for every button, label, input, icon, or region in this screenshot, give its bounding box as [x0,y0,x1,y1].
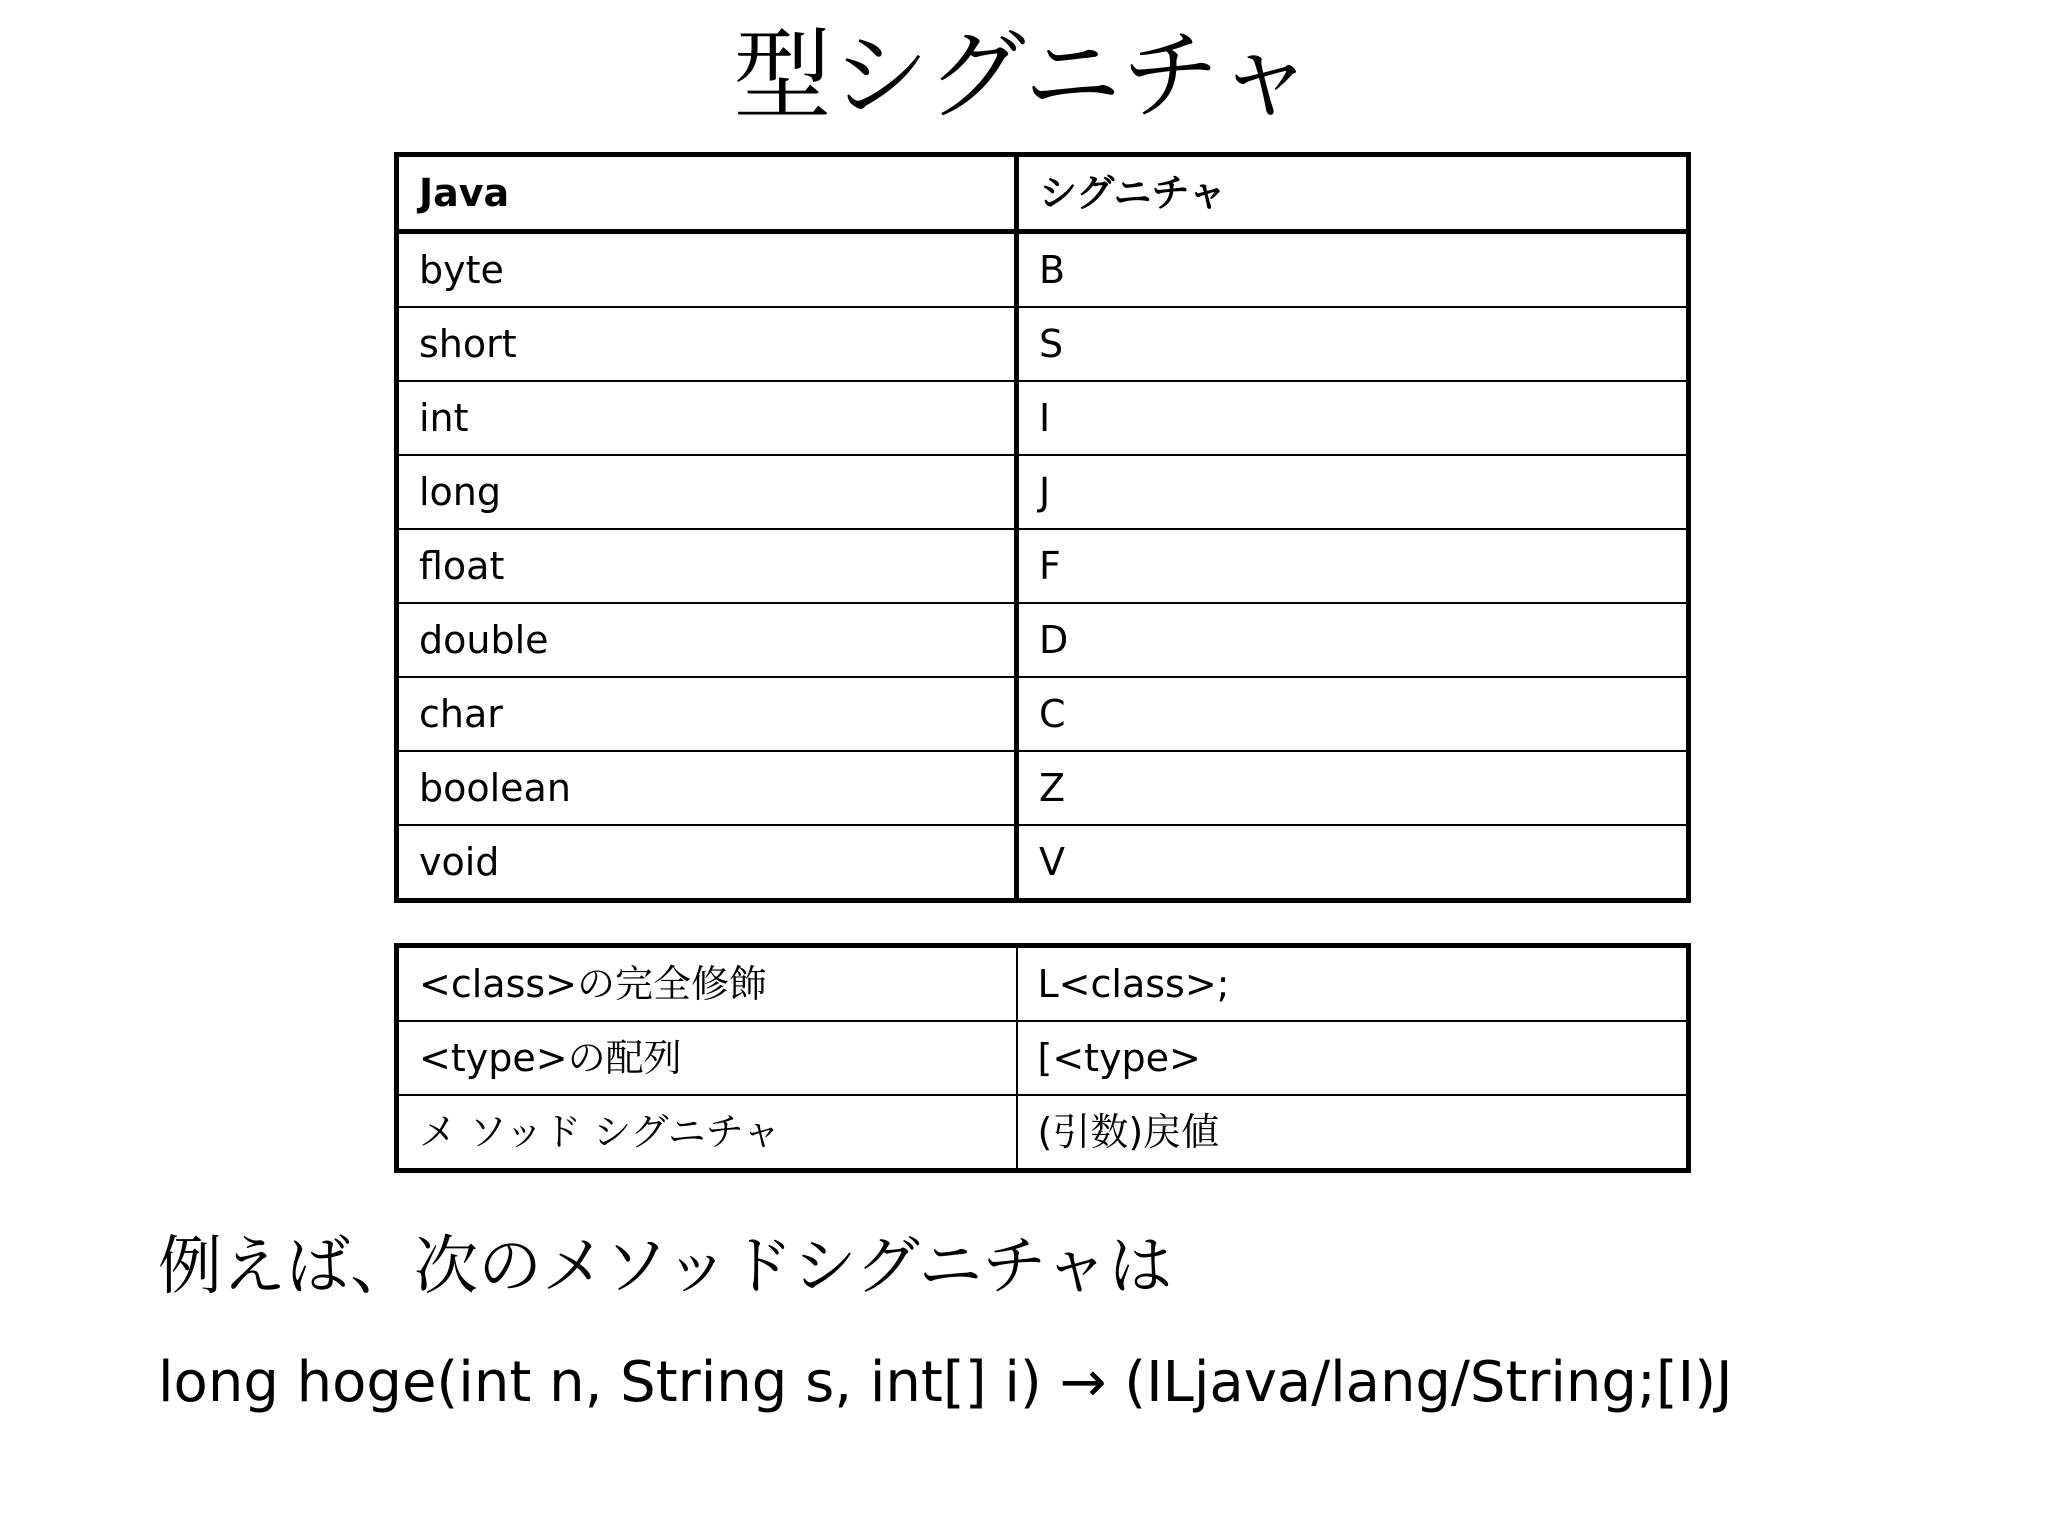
table-row [397,307,1689,381]
signature-cell: B [1017,232,1689,308]
table-row [397,1021,1689,1095]
table-row [397,946,1689,1022]
java-type-cell: メ ソッド シグニチャ [397,1095,1017,1171]
signature-cell: J [1017,455,1689,529]
signature-cell: I [1017,381,1689,455]
table-row [397,1095,1689,1171]
signature-cell: V [1017,825,1689,901]
example-intro-text: 例えば、次のメソッドシグニチャは [158,1230,1173,1304]
signature-cell: [<type> [1017,1021,1689,1095]
table-row [397,232,1689,308]
primitive-type-table [394,152,1691,903]
signature-cell: (引数)戻値 [1017,1095,1689,1171]
java-type-cell: byte [397,232,1017,308]
table-header-row [397,155,1689,232]
java-type-cell: void [397,825,1017,901]
signature-cell: L<class>; [1017,946,1689,1022]
header-java: Java [397,155,1017,232]
table-row [397,825,1689,901]
java-type-cell: int [397,381,1017,455]
slide-title: 型シグニチャ [733,19,1315,133]
java-type-cell: double [397,603,1017,677]
table-row [397,677,1689,751]
java-type-cell: <type>の配列 [397,1021,1017,1095]
table-row [397,751,1689,825]
java-type-cell: char [397,677,1017,751]
table-row [397,455,1689,529]
signature-cell: F [1017,529,1689,603]
header-signature: シグニチャ [1017,155,1689,232]
reference-type-table [394,943,1691,1173]
java-type-cell: long [397,455,1017,529]
signature-cell: S [1017,307,1689,381]
java-type-cell: boolean [397,751,1017,825]
signature-cell: D [1017,603,1689,677]
table-row [397,529,1689,603]
table-row [397,381,1689,455]
java-type-cell: short [397,307,1017,381]
signature-cell: C [1017,677,1689,751]
example-signature-line: long hoge(int n, String s, int[] i) → (ILjava/lang/String;[I)J [158,1350,1733,1415]
java-type-cell: <class>の完全修飾 [397,946,1017,1022]
signature-cell: Z [1017,751,1689,825]
table-row [397,603,1689,677]
java-type-cell: float [397,529,1017,603]
